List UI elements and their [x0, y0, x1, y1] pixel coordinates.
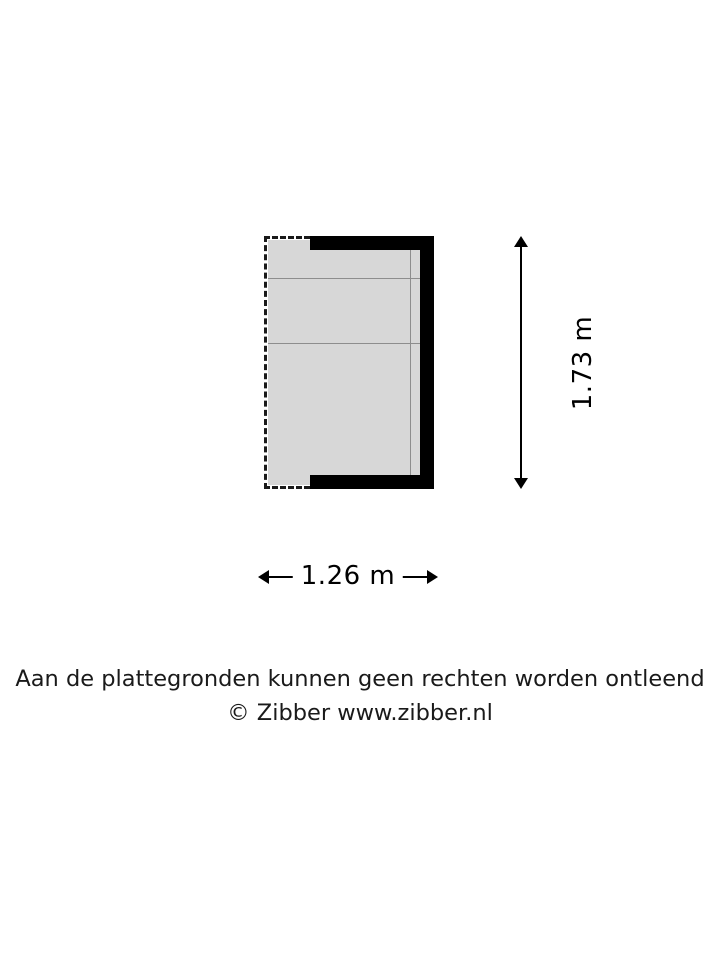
- dimension-line-vertical: [520, 242, 522, 483]
- open-wall-left: [264, 236, 267, 489]
- open-wall-top-stub: [264, 236, 310, 239]
- disclaimer-text: Aan de plattegronden kunnen geen rechten worden ontleend: [15, 666, 705, 692]
- room-divider-line-3: [410, 240, 411, 485]
- dimension-width-label: 1.26 m: [293, 561, 403, 591]
- copyright-text: © Zibber www.zibber.nl: [227, 700, 493, 726]
- dimension-horizontal: [258, 548, 438, 604]
- footer: [0, 662, 720, 730]
- room-divider-line-2: [268, 343, 428, 344]
- open-wall-bottom-stub: [264, 486, 310, 489]
- dimension-height-label: 1.73 m: [568, 315, 599, 410]
- arrow-right-icon: [427, 570, 438, 584]
- arrow-down-icon: [514, 478, 528, 489]
- wall-bottom: [310, 475, 434, 489]
- room-area: [268, 240, 428, 485]
- room-divider-line-1: [268, 278, 428, 279]
- wall-right: [420, 236, 434, 489]
- dimension-vertical: [500, 236, 599, 489]
- wall-top: [310, 236, 434, 250]
